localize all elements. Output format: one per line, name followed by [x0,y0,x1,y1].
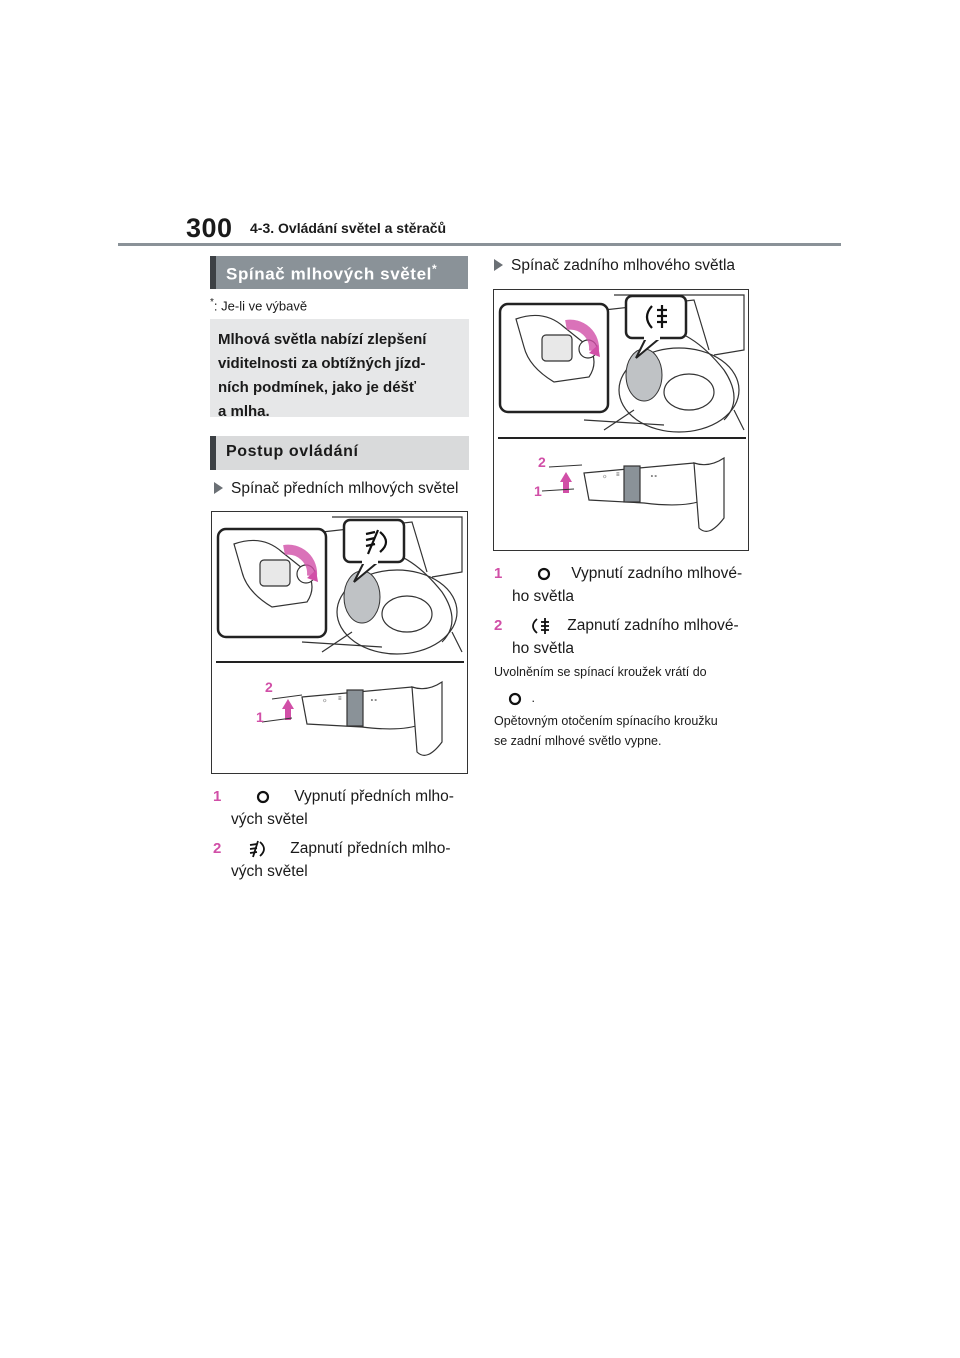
header-rule [118,243,841,246]
rear-fog-icon [529,616,551,636]
item-text-line2: ho světla [512,588,575,605]
intro-line: ních podmínek, jako je déšť [218,379,417,396]
callout-2: 2 [265,679,273,695]
svg-text:≡: ≡ [338,696,342,702]
page-number: 300 [186,213,233,243]
rear-item-2 [494,614,754,660]
callout-1: 1 [256,709,264,725]
front-fog-illustration [211,511,468,774]
callout-2: 2 [538,454,546,470]
item-text-line1: Zapnutí zadního mlhové- [567,617,739,634]
intro-box [210,319,469,420]
footnote-marker: * [210,297,214,308]
footnote-text: : Je-li ve výbavě [213,298,308,314]
item-text-line1: Vypnutí zadního mlhové- [571,565,743,582]
svg-text:∘∘: ∘∘ [370,698,378,704]
intro-line: a mlha. [218,403,270,420]
svg-text:≡: ≡ [616,472,620,478]
callout-1: 1 [534,483,542,499]
rear-heading-text: Spínač zadního mlhového světla [511,257,736,274]
item-number: 2 [213,840,222,857]
off-circle-icon [537,567,551,581]
note-end: . [531,691,535,705]
section-title: Spínač mlhových světel [226,264,432,284]
footnote [210,297,307,313]
svg-text:∘∘: ∘∘ [650,474,658,480]
off-circle-icon [508,692,522,706]
item-text-line1: Vypnutí předních mlho- [294,788,454,805]
front-item-1 [213,785,473,831]
off-circle-icon [256,790,270,804]
note-text: Uvolněním se spínací kroužek vrátí do [494,665,707,679]
svg-text:☼: ☼ [322,698,328,704]
section-title-bar [210,256,468,289]
rear-item-1 [494,562,754,608]
rear-note-1 [494,662,754,708]
section-heading: 4-3. Ovládání světel a stěračů [250,220,447,236]
item-text-line2: ho světla [512,640,575,657]
section-title-marker: * [431,262,438,276]
item-number: 1 [494,565,503,582]
item-number: 1 [213,788,222,805]
arrow-icon [214,482,223,494]
item-text-line2: vých světel [231,863,308,880]
note-text-line1: Opětovným otočením spínacího kroužku [494,714,718,728]
item-text-line2: vých světel [231,811,308,828]
arrow-icon [494,259,503,271]
rear-note-2 [494,711,764,751]
item-text-line1: Zapnutí předních mlho- [290,840,451,857]
item-number: 2 [494,617,503,634]
procedure-title: Postup ovládání [210,436,469,470]
front-switch-heading [214,480,458,498]
intro-line: viditelnosti za obtížných jízd- [218,355,426,372]
front-fog-icon [248,839,270,859]
svg-text:☼: ☼ [602,474,608,480]
rear-fog-illustration [493,289,749,551]
front-item-2 [213,837,473,883]
rear-switch-heading [494,257,735,275]
intro-line: Mlhová světla nabízí zlepšení [218,331,427,348]
note-text-line2: se zadní mlhové světlo vypne. [494,734,662,748]
front-heading-text: Spínač předních mlhových světel [231,480,459,497]
